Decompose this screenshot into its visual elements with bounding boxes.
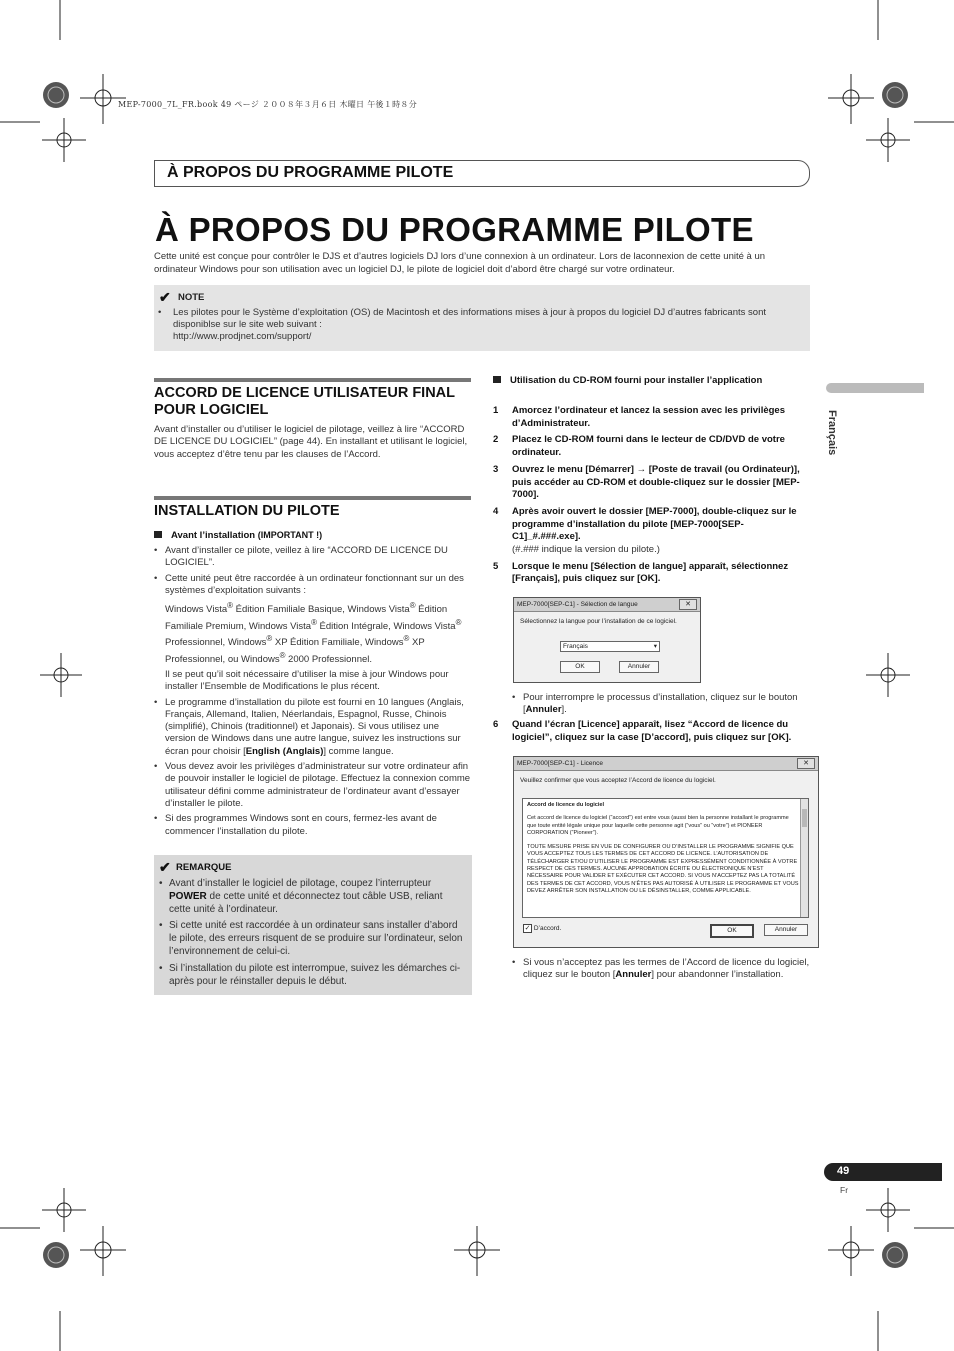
list-item <box>154 545 472 570</box>
language-cancel-button: Annuler <box>619 661 659 673</box>
scrollbar-thumb <box>802 809 807 827</box>
important-tag: (IMPORTANT !) <box>257 530 323 540</box>
target-disc-icon <box>43 1242 69 1268</box>
power-switch-label: POWER <box>169 890 207 902</box>
licence-text-para: TOUTE MESURE PRISE EN VUE DE CONFIGURER OU D’INSTALLER LE PROGRAMME SIGNIFIE QUE VOUS ACCEPTEZ TOUS LES TERMES DE CET ACCORD DE LICENCE. L’AUTORISATION DE TÉLÉCHARGER ET/OU D’UTILISER LE PROGRAMME EST EXPRESSÉMENT CONDITIONNÉE À VOTRE RESPECT DE CES TERMES. AUCUNE APPROBATION ÉCRITE OU ÉLECTRONIQUE N’EST NÉCESSAIRE POUR VALIDER ET EXÉCUTER CET ACCORD. SI VOUS N’ACCEPTEZ PAS LA TOTALITÉ DES TERMES DE CET ACCORD, VOUS N’ÊTES PAS AUTORISÉ À UTILISER LE PROGRAMME ET VOUS DEVEZ ARRÊTER SON INSTALLATION OU LE DÉSINSTALLER, COMME APPLICABLE. <box>527 844 799 894</box>
language-side-tab <box>826 383 924 393</box>
step-text: Placez le CD-ROM fourni dans le lecteur de CD/DVD de votre ordinateur. <box>512 434 785 459</box>
language-dialog-title: MEP-7000[SEP-C1] - Sélection de langue <box>517 601 638 608</box>
crosshair-icon <box>828 1226 874 1276</box>
licence-heading: ACCORD DE LICENCE UTILISATEUR FINAL POUR LOGICIEL <box>154 385 455 418</box>
os-text: Édition Familiale Premium, Windows Vista <box>165 604 448 632</box>
list-item-text: Si vous n’acceptez pas les termes de l’Accord de licence du logiciel, cliquez sur le bouton [ <box>523 957 810 981</box>
chevron-down-icon: ▾ <box>653 643 657 650</box>
list-item-text: Cette unité peut être raccordée à un ordinateur fonctionnant sur un des systèmes d’exploitation suivants : <box>165 572 464 596</box>
install-steps <box>493 405 811 590</box>
section-header-title: À PROPOS DU PROGRAMME PILOTE <box>167 164 454 181</box>
list-item <box>154 761 472 810</box>
square-bullet-icon <box>493 376 501 383</box>
os-text: XP Professionnel, ou Windows <box>165 637 425 665</box>
crosshair-icon <box>42 118 86 162</box>
scrollbar <box>800 799 808 917</box>
step-6-note <box>512 957 812 982</box>
list-item <box>154 697 472 758</box>
os-text: Édition Familiale Basique, Windows Vista <box>232 604 410 616</box>
before-install-list <box>154 545 472 838</box>
close-icon: ✕ <box>679 599 697 610</box>
licence-text-heading: Accord de licence du logiciel <box>527 802 605 808</box>
crosshair-icon <box>42 1188 86 1232</box>
heading-rule <box>154 378 471 382</box>
list-item-text: Avant d’installer ce pilote, veillez à lire “ACCORD DE LICENCE DU LOGICIEL”. <box>165 545 448 569</box>
checkmark-icon: ✔ <box>159 289 171 305</box>
cdrom-heading-text: Utilisation du CD-ROM fourni pour installer l’application <box>510 375 763 386</box>
os-text: Windows Vista <box>165 604 228 616</box>
support-url: http://www.prodjnet.com/support/ <box>173 331 312 342</box>
crosshair-icon <box>828 74 874 124</box>
crosshair-icon <box>866 653 910 697</box>
os-text: 2000 Professionnel. <box>285 653 373 665</box>
before-install-subhead <box>154 530 472 541</box>
remarque-title: REMARQUE <box>176 862 232 873</box>
step-1: 1 Amorcez l’ordinateur et lancez la session avec les privilèges d’Administrateur. <box>493 405 785 429</box>
install-heading: INSTALLATION DU PILOTE <box>154 503 340 519</box>
heading-rule <box>154 496 471 500</box>
os-list <box>165 600 472 666</box>
reg-mark: ® <box>455 617 462 627</box>
install-step-6 <box>493 719 811 748</box>
licence-text-para: Cet accord de licence du logiciel (“accord”) est entre vous (aussi bien la personne installant le programme que toute entité légale unique pour laquelle cette personne agit (“vous” ou “votre”) et PIONEER CORPORATION (“Pioneer”). <box>527 815 789 836</box>
step-text: Ouvrez le menu [Démarrer] → [Poste de travail (ou Ordinateur)], puis accéder au CD-ROM et double-cliquez sur le dossier [MEP-7000]. <box>512 463 800 501</box>
list-item-text: ] pour abandonner l’installation. <box>651 969 784 981</box>
licence-dialog-screenshot <box>513 756 819 948</box>
licence-body: Avant d’installer ou d’utiliser le logiciel de pilotage, veillez à lire “ACCORD DE LICENCE DU LOGICIEL” (page 44). En installant et utilisant le logiciel, vous acceptez d’être tenu par les clauses de l’Accord. <box>154 424 468 460</box>
checkbox-checked-icon: ✓ <box>524 925 531 932</box>
crosshair-icon <box>80 1226 126 1276</box>
list-item-text: Pour interrompre le processus d’installation, cliquez sur le bouton [ <box>523 692 798 716</box>
page-number: 49 <box>837 1165 850 1177</box>
list-item-text: Le programme d’installation du pilote est fourni en 10 langues (Anglais, Français, Allemand, Italien, Néerlandais, Espagnol, Russe, Chinois (simplifié), Chinois (traditionnel) et Japonais). Si vous utilisez une version de Windows dans une autre langue, suivez les instructions sur écran pour choisir [ <box>165 696 464 757</box>
reg-mark: ® <box>409 601 416 611</box>
crosshair-icon <box>866 1188 910 1232</box>
step-text: Lorsque le menu [Sélection de langue] apparaît, sélectionnez [Français], puis cliquez sur [OK]. <box>512 560 789 585</box>
licence-dialog-titlebar <box>514 757 818 771</box>
step-text: Quand l’écran [Licence] apparaît, lisez “Accord de licence du logiciel”, cliquez sur la case [D’accord], puis cliquez sur [OK]. <box>512 719 792 743</box>
page-title: À PROPOS DU PROGRAMME PILOTE <box>155 211 754 248</box>
list-item <box>154 573 472 694</box>
reg-mark: ® <box>227 601 233 611</box>
os-text: Professionnel, Windows <box>165 637 267 649</box>
note-bullet <box>158 307 798 343</box>
book-header: MEP-7000_7L_FR.book 49 ページ ２００８年３月６日 木曜日 午後１時８分 <box>118 100 417 109</box>
crosshair-icon <box>866 118 910 162</box>
list-item-text: de cette unité et déconnectez tout câble USB, reliant cette unité à l’ordinateur. <box>169 890 443 915</box>
section-header-bar <box>154 160 810 187</box>
note-title: NOTE <box>178 292 205 303</box>
os-text: XP Édition Familiale, Windows <box>272 637 404 649</box>
list-item-text: ]. <box>561 704 567 716</box>
list-item-text: Si cette unité est raccordée à un ordinateur sans installer d’abord le pilote, des erreurs risquent de se produire sur l’ordinateur, selon l’environnement de celui-ci. <box>169 920 463 957</box>
licence-text <box>527 802 799 895</box>
update-note: Il se peut qu’il soit nécessaire d’utiliser la mise à jour Windows pour installer l’Ensemble de Modifications le plus récent. <box>165 669 449 693</box>
version-note: (#.### indique la version du pilote.) <box>512 544 660 556</box>
note-body <box>158 307 798 343</box>
remarque-list <box>159 878 465 988</box>
cdrom-subhead <box>493 374 793 389</box>
agree-checkbox-label: D’accord. <box>533 925 562 933</box>
note-box <box>154 285 810 351</box>
list-item <box>159 963 465 989</box>
english-option: English (Anglais) <box>245 745 324 757</box>
step-6: 6 Quand l’écran [Licence] apparaît, lisez “Accord de licence du logiciel”, cliquez sur la case [D’accord], puis cliquez sur [OK]. <box>493 719 792 743</box>
page-number-badge <box>824 1163 942 1181</box>
licence-text-area <box>522 798 809 918</box>
licence-dialog-title: MEP-7000[SEP-C1] - Licence <box>517 760 603 767</box>
reg-mark: ® <box>266 634 273 644</box>
step-5: 5 Lorsque le menu [Sélection de langue] apparaît, sélectionnez [Français], puis cliquez sur [OK]. <box>493 560 789 585</box>
step-2: 2 Placez le CD-ROM fourni dans le lecteur de CD/DVD de votre ordinateur. <box>493 434 785 459</box>
language-dialog-screenshot <box>513 597 701 683</box>
language-ok-button: OK <box>560 661 600 673</box>
target-disc-icon <box>882 82 908 108</box>
step-4: 4 Après avoir ouvert le dossier [MEP-7000], double-cliquez sur le programme d’installation du pilote [MEP-7000[SEP-C1]_#.###.exe]. (#.### indique la version du pilote.) <box>493 506 811 557</box>
language-dialog-prompt: Sélectionnez la langue pour l’installation de ce logiciel. <box>520 618 677 625</box>
language-select <box>560 641 660 652</box>
close-icon: ✕ <box>797 758 815 769</box>
checkmark-icon: ✔ <box>159 859 171 875</box>
target-disc-icon <box>43 82 69 108</box>
crosshair-icon <box>40 653 82 697</box>
target-disc-icon <box>882 1242 908 1268</box>
intro-paragraph: Cette unité est conçue pour contrôler le DJS et d’autres logiciels DJ lors d’une connexion à un ordinateur. Lors de laconnexion de cette unité à un ordinateur Windows pour son utilisation avec un logiciel DJ, le pilote de logiciel doit d’abord être chargé sur votre ordinateur. <box>154 251 766 275</box>
step-5-note <box>512 692 812 717</box>
note-bullet-text: Les pilotes pour le Système d’exploitation (OS) de Macintosh et des informations mises à jour à propos du logiciel DJ d’autres fabricants sont disponiblse sur le site web suivant : <box>173 307 766 330</box>
list-item <box>159 920 465 958</box>
language-side-label: Français <box>826 410 838 456</box>
step-text: Après avoir ouvert le dossier [MEP-7000], double-cliquez sur le programme d’installation du pilote [MEP-7000[SEP-C1]_#.###.exe]. <box>512 505 797 543</box>
before-install-label: Avant l’installation <box>171 530 256 541</box>
step-text: Amorcez l’ordinateur et lancez la session avec les privilèges d’Administrateur. <box>512 405 785 429</box>
square-bullet-icon <box>154 531 162 538</box>
licence-ok-button: OK <box>710 924 754 938</box>
annuler-label: Annuler <box>615 969 652 981</box>
agree-checkbox-row <box>523 924 561 933</box>
licence-dialog-prompt: Veuillez confirmer que vous acceptez l’Accord de licence du logiciel. <box>520 777 716 784</box>
list-item <box>512 957 812 982</box>
list-item-text: Avant d’installer le logiciel de pilotage, coupez l’interrupteur <box>169 878 432 889</box>
step-3: 3 Ouvrez le menu [Démarrer] → [Poste de travail (ou Ordinateur)], puis accéder au CD-ROM et double-cliquez sur le dossier [MEP-7000]. <box>493 463 800 501</box>
crosshair-icon <box>454 1226 500 1276</box>
page-language: Fr <box>840 1185 849 1195</box>
language-dialog-titlebar <box>514 598 700 612</box>
list-item <box>159 878 465 916</box>
reg-mark: ® <box>279 650 286 660</box>
licence-cancel-button: Annuler <box>764 924 808 936</box>
remarque-box <box>154 855 472 995</box>
list-item-text: Vous devez avoir les privilèges d’administrateur sur votre ordinateur afin de pouvoir installer le logiciel de pilotage. Effectuez la connexion comme utilisateur défini comme administrateur de l’ordinateur avant d’essayer d’installer le pilote. <box>165 761 471 809</box>
reg-mark: ® <box>403 634 410 644</box>
list-item-text: Si l’installation du pilote est interrompue, suivez les démarches ci-après pour le réinstaller depuis le début. <box>169 962 461 987</box>
language-select-value: Français <box>563 643 588 650</box>
list-item <box>512 692 812 717</box>
reg-mark: ® <box>311 617 317 627</box>
list-item <box>154 813 472 838</box>
list-item-text: Si des programmes Windows sont en cours, fermez-les avant de commencer l’installation du pilote. <box>165 813 437 837</box>
annuler-label: Annuler <box>525 704 562 716</box>
os-text: Édition Intégrale, Windows Vista <box>316 620 456 632</box>
list-item-text: ] comme langue. <box>323 745 394 757</box>
